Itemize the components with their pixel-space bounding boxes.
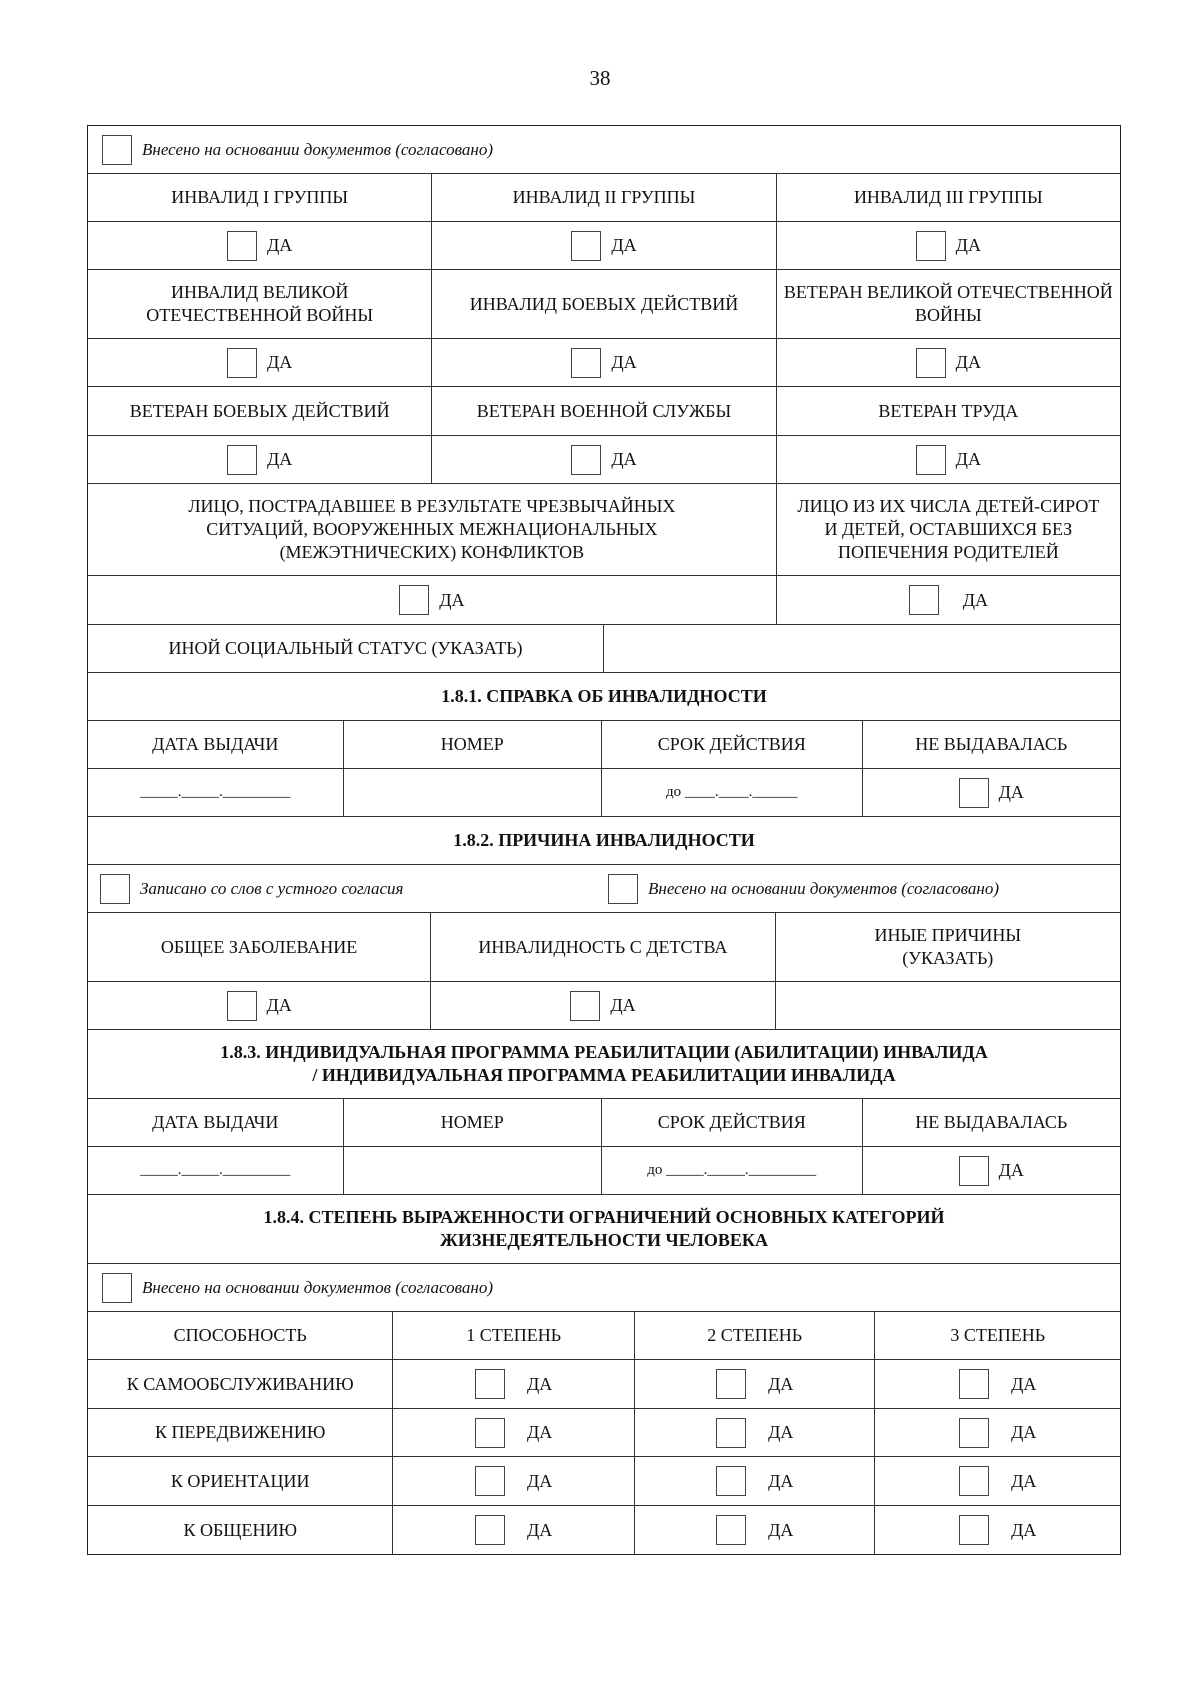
yes-label: ДА <box>955 352 981 372</box>
ipr-number-header: НОМЕР <box>344 1099 603 1146</box>
ipr-issue-date-field[interactable]: _____._____._________ <box>88 1147 344 1194</box>
section-183-title-line-2: / ИНДИВИДУАЛЬНАЯ ПРОГРАММА РЕАБИЛИТАЦИИ ИНВАЛИДА <box>312 1065 896 1085</box>
movement-degree-2-checkbox[interactable] <box>716 1418 746 1448</box>
ability-label: К ОРИЕНТАЦИИ <box>88 1457 393 1505</box>
section-183-header-row <box>88 1099 1120 1147</box>
section-182-header-row <box>88 913 1120 982</box>
degree-3-header: 3 СТЕПЕНЬ <box>950 1325 1046 1345</box>
yes-label: ДА <box>267 235 293 255</box>
wwii-veteran-label: ВЕТЕРАН ВЕЛИКОЙ ОТЕЧЕСТВЕННОЙ ВОЙНЫ <box>783 282 1113 325</box>
yes-label: ДА <box>962 589 988 610</box>
yes-label: ДА <box>998 1160 1024 1180</box>
childhood-disability-checkbox[interactable] <box>570 991 600 1021</box>
ability-row-orientation <box>88 1457 1120 1506</box>
general-disease-checkbox[interactable] <box>227 991 257 1021</box>
validity-field[interactable]: до ____.____.______ <box>602 769 863 816</box>
general-disease-label: ОБЩЕЕ ЗАБОЛЕВАНИЕ <box>88 913 431 981</box>
emergency-victim-label: ЛИЦО, ПОСТРАДАВШЕЕ В РЕЗУЛЬТАТЕ ЧРЕЗВЫЧАЙНЫХ СИТУАЦИЙ, ВООРУЖЕННЫХ МЕЖНАЦИОНАЛЬНЫХ (МЕЖЭТНИЧЕСКИХ) КОНФЛИКТОВ <box>88 484 777 575</box>
communication-degree-1-checkbox[interactable] <box>475 1515 505 1545</box>
yes-label: ДА <box>527 1519 553 1540</box>
movement-degree-1-checkbox[interactable] <box>475 1418 505 1448</box>
section-182-title: 1.8.2. ПРИЧИНА ИНВАЛИДНОСТИ <box>453 830 755 850</box>
orphan-label: ЛИЦО ИЗ ИХ ЧИСЛА ДЕТЕЙ-СИРОТ И ДЕТЕЙ, ОСТАВШИХСЯ БЕЗ ПОПЕЧЕНИЯ РОДИТЕЛЕЙ <box>797 496 1100 562</box>
issue-date-field[interactable]: _____._____._________ <box>88 769 344 816</box>
section-183-title-line-1: 1.8.3. ИНДИВИДУАЛЬНАЯ ПРОГРАММА РЕАБИЛИТАЦИИ (АБИЛИТАЦИИ) ИНВАЛИДА <box>220 1042 988 1062</box>
yes-label: ДА <box>267 352 293 372</box>
yes-label: ДА <box>768 1373 794 1394</box>
ability-row-self-care <box>88 1360 1120 1409</box>
wwii-veteran-checkbox[interactable] <box>916 348 946 378</box>
form-table <box>87 125 1121 1555</box>
ipr-validity-header: СРОК ДЕЙСТВИЯ <box>602 1099 863 1146</box>
not-issued-checkbox[interactable] <box>959 778 989 808</box>
documents-note-row <box>88 126 1120 174</box>
emergency-victim-checkbox[interactable] <box>399 585 429 615</box>
yes-label: ДА <box>439 589 465 610</box>
ipr-number-field[interactable] <box>344 1147 603 1194</box>
yes-label: ДА <box>1011 1470 1037 1491</box>
other-reasons-field[interactable] <box>776 982 1120 1029</box>
yes-label: ДА <box>611 352 637 372</box>
ipr-issue-date-header: ДАТА ВЫДАЧИ <box>88 1099 344 1146</box>
labor-veteran-checkbox[interactable] <box>916 445 946 475</box>
documents-note: Внесено на основании документов (согласовано) <box>142 140 493 159</box>
orientation-degree-1-checkbox[interactable] <box>475 1466 505 1496</box>
yes-label: ДА <box>527 1470 553 1491</box>
not-issued-header: НЕ ВЫДАВАЛАСЬ <box>915 734 1068 754</box>
group-1-checkbox[interactable] <box>227 231 257 261</box>
documents-checkbox[interactable] <box>102 135 132 165</box>
other-status-label: ИНОЙ СОЦИАЛЬНЫЙ СТАТУС (УКАЗАТЬ) <box>88 625 604 672</box>
verbal-consent-note: Записано со слов с устного согласия <box>140 879 404 898</box>
combat-invalid-label: ИНВАЛИД БОЕВЫХ ДЕЙСТВИЙ <box>432 270 776 338</box>
yes-label: ДА <box>610 995 636 1015</box>
section-183-title-row <box>88 1030 1120 1099</box>
section-181-header-row <box>88 721 1120 769</box>
section-182-title-row <box>88 817 1120 865</box>
yes-label: ДА <box>1011 1422 1037 1442</box>
degree-1-header: 1 СТЕПЕНЬ <box>393 1312 635 1359</box>
yes-label: ДА <box>955 235 981 255</box>
ability-row-movement <box>88 1409 1120 1457</box>
group-1-label: ИНВАЛИД I ГРУППЫ <box>88 174 432 221</box>
yes-label: ДА <box>267 449 293 469</box>
group-2-label: ИНВАЛИД II ГРУППЫ <box>432 174 776 221</box>
yes-label: ДА <box>611 235 637 255</box>
yes-label: ДА <box>768 1519 794 1540</box>
section-182-notes-row <box>88 865 1120 913</box>
orphan-checkbox[interactable] <box>909 585 939 615</box>
wwii-invalid-checkbox[interactable] <box>227 348 257 378</box>
yes-label: ДА <box>1011 1519 1037 1540</box>
veteran-yes-row-1 <box>88 339 1120 387</box>
ability-label: К САМООБСЛУЖИВАНИЮ <box>88 1360 393 1408</box>
documents-note-182: Внесено на основании документов (согласовано) <box>648 879 1000 898</box>
yes-label: ДА <box>955 449 981 469</box>
veteran-header-row-1 <box>88 270 1120 339</box>
other-status-field[interactable] <box>604 625 1120 672</box>
self-care-degree-2-checkbox[interactable] <box>716 1369 746 1399</box>
degree-2-header: 2 СТЕПЕНЬ <box>635 1312 876 1359</box>
combat-veteran-checkbox[interactable] <box>227 445 257 475</box>
section-184-title-line-1: 1.8.4. СТЕПЕНЬ ВЫРАЖЕННОСТИ ОГРАНИЧЕНИЙ ОСНОВНЫХ КАТЕГОРИЙ <box>263 1207 945 1227</box>
self-care-degree-1-checkbox[interactable] <box>475 1369 505 1399</box>
yes-label: ДА <box>768 1470 794 1491</box>
ipr-not-issued-header: НЕ ВЫДАВАЛАСЬ <box>915 1112 1068 1132</box>
yes-label: ДА <box>527 1373 553 1394</box>
orientation-degree-2-checkbox[interactable] <box>716 1466 746 1496</box>
documents-note-184: Внесено на основании документов (согласовано) <box>142 1278 493 1297</box>
section-181-title-row <box>88 673 1120 721</box>
issue-date-header: ДАТА ВЫДАЧИ <box>88 721 344 768</box>
group-2-checkbox[interactable] <box>571 231 601 261</box>
validity-header: СРОК ДЕЙСТВИЯ <box>602 721 863 768</box>
section-184-title-line-2: ЖИЗНЕДЕЯТЕЛЬНОСТИ ЧЕЛОВЕКА <box>440 1230 768 1250</box>
number-field[interactable] <box>344 769 603 816</box>
combat-veteran-label: ВЕТЕРАН БОЕВЫХ ДЕЙСТВИЙ <box>88 387 432 435</box>
group-3-checkbox[interactable] <box>916 231 946 261</box>
ipr-not-issued-checkbox[interactable] <box>959 1156 989 1186</box>
section-181-values-row <box>88 769 1120 817</box>
page-number: 38 <box>589 66 611 90</box>
ability-label: К ПЕРЕДВИЖЕНИЮ <box>88 1409 393 1456</box>
communication-degree-3-checkbox[interactable] <box>959 1515 989 1545</box>
section-184-header-row <box>88 1312 1120 1360</box>
emergency-orphan-yes-row <box>88 576 1120 625</box>
yes-label: ДА <box>611 449 637 469</box>
movement-degree-3-checkbox[interactable] <box>959 1418 989 1448</box>
ipr-validity-field[interactable]: до _____._____._________ <box>602 1147 863 1194</box>
other-status-row <box>88 625 1120 673</box>
disability-groups-header-row <box>88 174 1120 222</box>
section-183-values-row <box>88 1147 1120 1195</box>
veteran-yes-row-2 <box>88 436 1120 484</box>
yes-label: ДА <box>768 1422 794 1442</box>
section-184-title-row <box>88 1195 1120 1264</box>
wwii-invalid-label: ИНВАЛИД ВЕЛИКОЙ ОТЕЧЕСТВЕННОЙ ВОЙНЫ <box>88 270 432 338</box>
military-veteran-checkbox[interactable] <box>571 445 601 475</box>
documents-checkbox-182[interactable] <box>608 874 638 904</box>
orientation-degree-3-checkbox[interactable] <box>959 1466 989 1496</box>
section-184-note-row <box>88 1264 1120 1312</box>
communication-degree-2-checkbox[interactable] <box>716 1515 746 1545</box>
self-care-degree-3-checkbox[interactable] <box>959 1369 989 1399</box>
disability-groups-yes-row <box>88 222 1120 270</box>
ability-header: СПОСОБНОСТЬ <box>88 1312 393 1359</box>
labor-veteran-label: ВЕТЕРАН ТРУДА <box>878 400 1019 421</box>
emergency-orphan-header-row <box>88 484 1120 576</box>
yes-label: ДА <box>998 782 1024 802</box>
combat-invalid-checkbox[interactable] <box>571 348 601 378</box>
number-header: НОМЕР <box>344 721 603 768</box>
documents-checkbox-184[interactable] <box>102 1273 132 1303</box>
yes-label: ДА <box>527 1422 553 1442</box>
military-veteran-label: ВЕТЕРАН ВОЕННОЙ СЛУЖБЫ <box>432 387 776 435</box>
ability-label: К ОБЩЕНИЮ <box>88 1506 393 1554</box>
veteran-header-row-2 <box>88 387 1120 436</box>
yes-label: ДА <box>1011 1373 1037 1394</box>
other-reasons-label: ИНЫЕ ПРИЧИНЫ (УКАЗАТЬ) <box>874 925 1022 968</box>
yes-label: ДА <box>266 995 292 1015</box>
childhood-disability-label: ИНВАЛИДНОСТЬ С ДЕТСТВА <box>431 913 775 981</box>
ability-row-communication <box>88 1506 1120 1554</box>
verbal-consent-checkbox[interactable] <box>100 874 130 904</box>
section-181-title: 1.8.1. СПРАВКА ОБ ИНВАЛИДНОСТИ <box>441 686 767 706</box>
group-3-label: ИНВАЛИД III ГРУППЫ <box>853 187 1043 207</box>
section-182-yes-row <box>88 982 1120 1030</box>
